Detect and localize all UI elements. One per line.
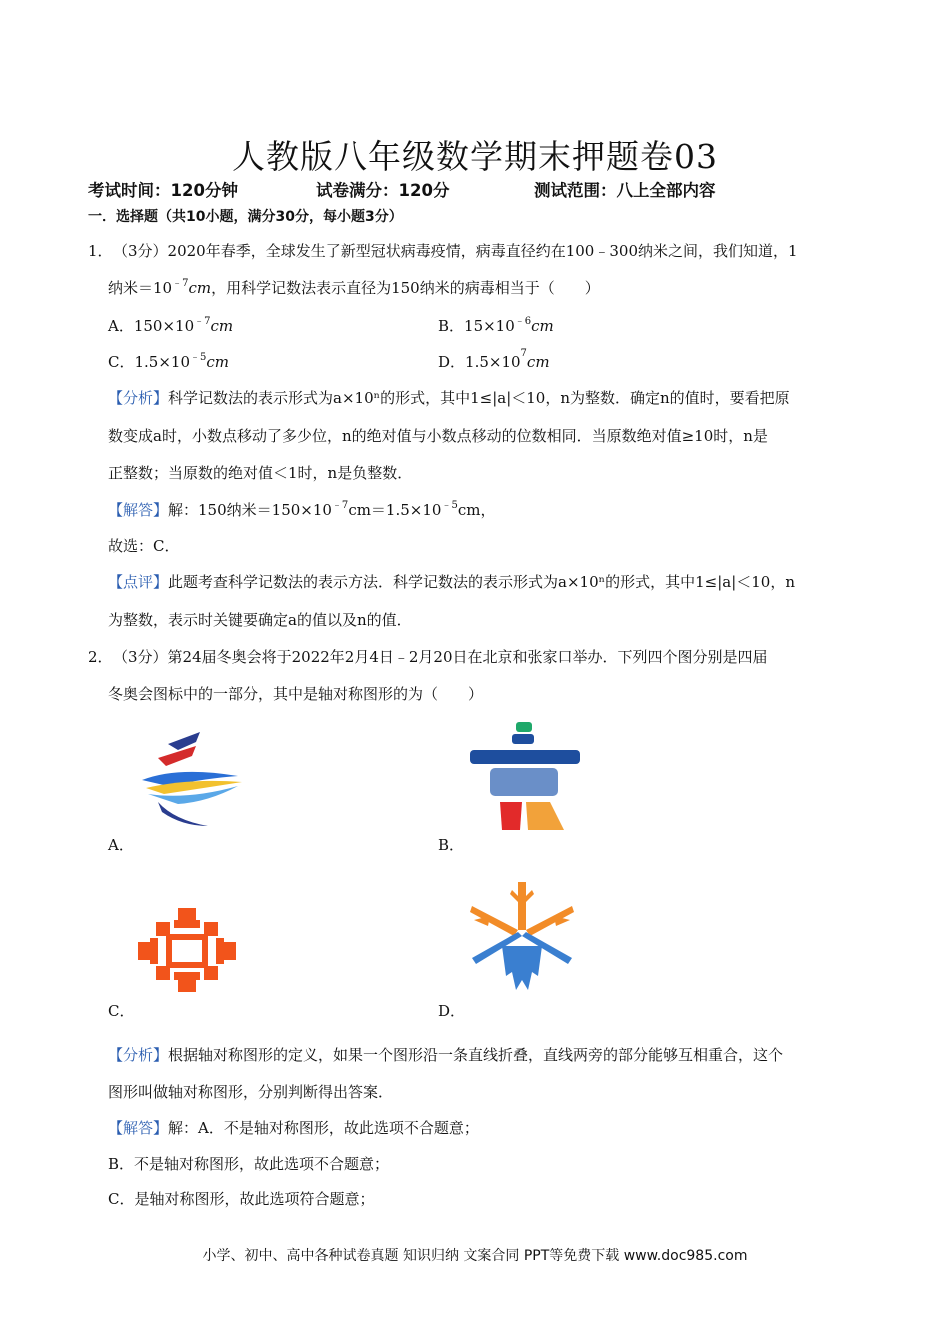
q2-label-d: D． (438, 1002, 466, 1020)
q1-number: 1． (88, 242, 113, 260)
q2-stem-line2: 冬奥会图标中的一部分，其中是轴对称图形的为（ ） (108, 685, 484, 703)
q1-comment-line1: 【点评】此题考查科学记数法的表示方法．科学记数法的表示形式为a×10ⁿ的形式，其中1≤|a|＜10，n (108, 573, 796, 591)
exam-scope: 测试范围：八上全部内容 (534, 181, 716, 200)
q1-option-a: A．$150\times 10^{﹣7}cm$ (108, 316, 234, 335)
q2-stem-line1: （3分）第24届冬奥会将于2022年2月4日﹣2月20日在北京和张家口举办．下列四个图分别是四届 (113, 648, 768, 666)
q1-answer-line2: 故选：C． (108, 537, 180, 555)
q1-answer-line1: 【解答】解：150纳米$=150\times 10^{﹣7}cm=1.5\times 10^{﹣5}cm$， (108, 500, 496, 519)
exam-score: 试卷满分：120分 (316, 181, 450, 200)
exam-time: 考试时间：120分钟 (88, 181, 238, 200)
figure-a-beijing-emblem (138, 728, 246, 830)
page-title: 人教版八年级数学期末押题卷03 (232, 137, 718, 176)
q2-analysis-line1: 【分析】根据轴对称图形的定义，如果一个图形沿一条直线折叠，直线两旁的部分能够互相重合，这个 (108, 1046, 784, 1064)
q1-stem-line2: 纳米$=10^{﹣7}cm$，用科学记数法表示直径为150纳米的病毒相当于（ ） (108, 278, 600, 297)
q2-answer-line1: 【解答】解：A．不是轴对称图形，故此选项不合题意； (108, 1119, 479, 1137)
section-heading: 一．选择题（共10小题，满分30分，每小题3分） (88, 209, 403, 225)
q1-option-d: D．$1.5\times 10^7cm$ (438, 348, 550, 371)
q1-option-b: B．$15\times 10^{﹣6}cm$ (438, 316, 554, 335)
q1-comment-line2: 为整数，表示时关键要确定a的值以及n的值． (108, 611, 412, 629)
figure-d-calgary-emblem (468, 880, 576, 1000)
q2-answer-line2: B．不是轴对称图形，故此选项不合题意； (108, 1155, 390, 1173)
q1-stem-line1: （3分）2020年春季，全球发生了新型冠状病毒疫情，病毒直径约在100﹣300纳米之间，我们知道，1 (113, 242, 798, 260)
page-footer: 小学、初中、高中各种试卷真题 知识归纳 文案合同 PPT等免费下载 www.doc985.com (202, 1248, 748, 1264)
q2-label-a: A． (108, 836, 134, 854)
q1-analysis-line2: 数变成a时，小数点移动了多少位，n的绝对值与小数点移动的位数相同．当原数绝对值≥10时，n是 (108, 427, 768, 445)
figure-c-sarajevo-emblem (136, 906, 238, 1002)
q2-analysis-line2: 图形叫做轴对称图形，分别判断得出答案． (108, 1083, 394, 1101)
q1-option-c: C．$1.5\times 10^{﹣5}cm$ (108, 352, 229, 371)
q2-number: 2． (88, 648, 113, 666)
q2-label-b: B． (438, 836, 465, 854)
q2-label-c: C． (108, 1002, 135, 1020)
q1-analysis-line3: 正整数；当原数的绝对值＜1时，n是负整数． (108, 464, 413, 482)
figure-b-vancouver-emblem (468, 720, 584, 832)
q1-analysis-line1: 【分析】科学记数法的表示形式为a×10ⁿ的形式，其中1≤|a|＜10，n为整数．确定n的值时，要看把原 (108, 389, 790, 407)
q2-answer-line3: C．是轴对称图形，故此选项符合题意； (108, 1190, 375, 1208)
